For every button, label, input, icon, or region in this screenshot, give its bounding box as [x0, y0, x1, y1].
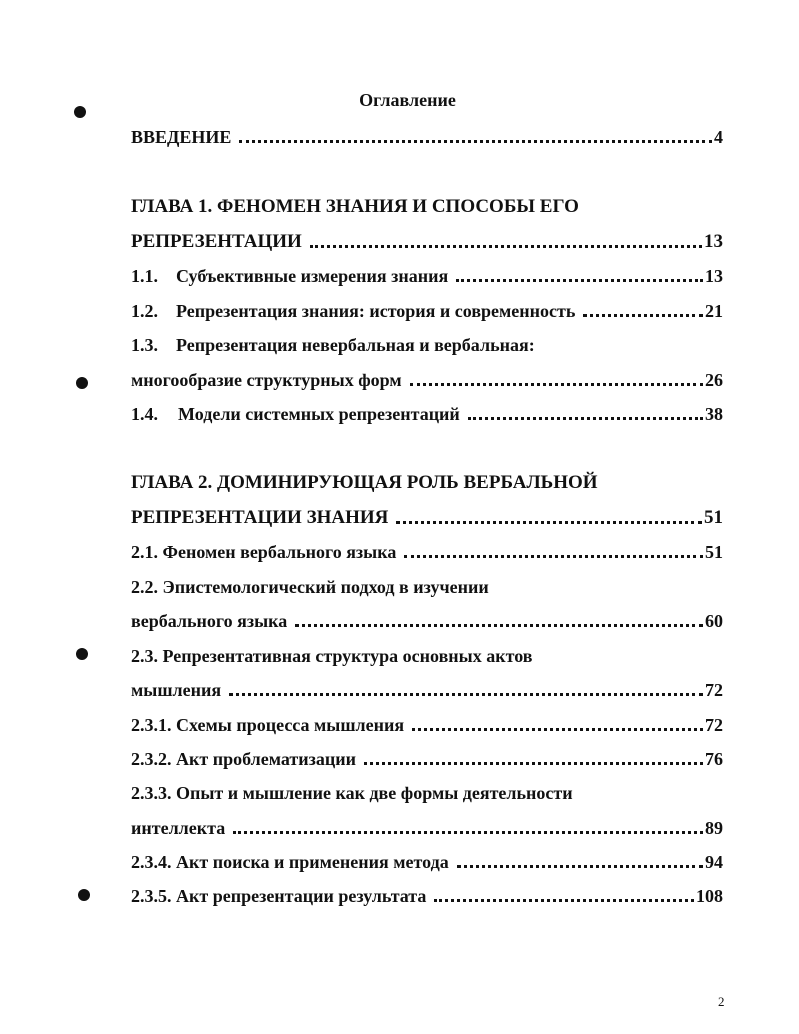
entry-text: 2.3.4. Акт поиска и применения метода — [131, 852, 449, 872]
entry-text: РЕПРЕЗЕНТАЦИИ — [131, 231, 302, 252]
entry-page: 26 — [705, 370, 723, 390]
toc-chapter-2-heading[interactable] — [131, 468, 723, 494]
leader-dots — [457, 865, 703, 868]
leader-dots — [229, 693, 703, 696]
entry-page: 89 — [705, 818, 723, 838]
toc-section-2-1[interactable] — [131, 537, 723, 563]
leader-dots — [456, 279, 703, 282]
entry-page: 72 — [705, 715, 723, 735]
entry-text: ГЛАВА 2. ДОМИНИРУЮЩАЯ РОЛЬ ВЕРБАЛЬНОЙ — [131, 472, 598, 493]
toc-section-1-1[interactable] — [131, 261, 723, 287]
toc-entry-introduction[interactable] — [131, 122, 723, 148]
toc-section-2-3-heading[interactable] — [131, 641, 723, 667]
leader-dots — [434, 899, 694, 902]
entry-text: Субъективные измерения знания — [176, 266, 449, 286]
toc-chapter-1[interactable] — [131, 227, 723, 253]
toc-section-2-3-5[interactable] — [131, 881, 723, 907]
entry-page: 4 — [714, 127, 723, 147]
entry-page: 21 — [705, 301, 723, 321]
leader-dots — [410, 383, 703, 386]
entry-text: 2.3.3. Опыт и мышление как две формы деятельности — [131, 783, 573, 803]
entry-text: 2.3.1. Схемы процесса мышления — [131, 715, 405, 735]
entry-text: 2.3.5. Акт репрезентации результата — [131, 886, 427, 906]
entry-page: 13 — [704, 231, 723, 252]
entry-page: 108 — [696, 886, 723, 906]
toc-section-2-2[interactable] — [131, 606, 723, 632]
toc-section-2-2-heading[interactable] — [131, 572, 723, 598]
section-number: 1.1. — [131, 266, 158, 286]
page-number: 2 — [718, 994, 725, 1009]
binder-hole-mark — [74, 106, 86, 118]
toc-chapter-1-heading[interactable] — [131, 192, 723, 218]
binder-hole-mark — [76, 377, 88, 389]
entry-page: 51 — [704, 507, 723, 528]
toc-section-1-4[interactable] — [131, 399, 723, 425]
toc-section-2-3-2[interactable] — [131, 744, 723, 770]
section-number: 1.4. — [131, 404, 158, 424]
entry-text: 2.1. Феномен вербального языка — [131, 542, 397, 562]
leader-dots — [396, 521, 702, 524]
section-number: 1.2. — [131, 301, 158, 321]
toc-chapter-2[interactable] — [131, 503, 723, 529]
entry-text: Модели системных репрезентаций — [178, 404, 460, 424]
entry-text: Репрезентация знания: история и современность — [176, 301, 576, 321]
entry-page: 13 — [705, 266, 723, 286]
entry-text: ВВЕДЕНИЕ — [131, 127, 232, 147]
toc-section-2-3-1[interactable] — [131, 710, 723, 736]
entry-page: 38 — [705, 404, 723, 424]
leader-dots — [239, 140, 712, 143]
entry-page: 76 — [705, 749, 723, 769]
entry-text: Репрезентация невербальная и вербальная: — [176, 335, 535, 355]
toc-title: Оглавление — [359, 90, 456, 110]
entry-text: вербального языка — [131, 611, 288, 631]
leader-dots — [583, 314, 703, 317]
toc-section-2-3-4[interactable] — [131, 847, 723, 873]
leader-dots — [412, 728, 703, 731]
toc-section-1-3[interactable] — [131, 365, 723, 391]
entry-text: мышления — [131, 680, 222, 700]
section-number: 1.3. — [131, 335, 158, 355]
leader-dots — [295, 624, 703, 627]
entry-text: 2.2. Эпистемологический подход в изучении — [131, 577, 489, 597]
entry-text: РЕПРЕЗЕНТАЦИИ ЗНАНИЯ — [131, 507, 389, 528]
binder-hole-mark — [78, 889, 90, 901]
toc-section-1-3-heading[interactable] — [131, 330, 723, 356]
toc-section-1-2[interactable] — [131, 296, 723, 322]
entry-page: 94 — [705, 852, 723, 872]
toc-section-2-3-3[interactable] — [131, 813, 723, 839]
entry-text: многообразие структурных форм — [131, 370, 402, 390]
entry-page: 72 — [705, 680, 723, 700]
leader-dots — [310, 245, 702, 248]
entry-text: интеллекта — [131, 818, 226, 838]
entry-page: 60 — [705, 611, 723, 631]
entry-page: 51 — [705, 542, 723, 562]
toc-section-2-3[interactable] — [131, 675, 723, 701]
leader-dots — [364, 762, 703, 765]
leader-dots — [468, 417, 703, 420]
leader-dots — [404, 555, 703, 558]
leader-dots — [233, 831, 703, 834]
toc-section-2-3-3-heading[interactable] — [131, 778, 723, 804]
entry-text: 2.3. Репрезентативная структура основных актов — [131, 646, 533, 666]
entry-text: 2.3.2. Акт проблематизации — [131, 749, 356, 769]
binder-hole-mark — [76, 648, 88, 660]
entry-text: ГЛАВА 1. ФЕНОМЕН ЗНАНИЯ И СПОСОБЫ ЕГО — [131, 196, 579, 217]
